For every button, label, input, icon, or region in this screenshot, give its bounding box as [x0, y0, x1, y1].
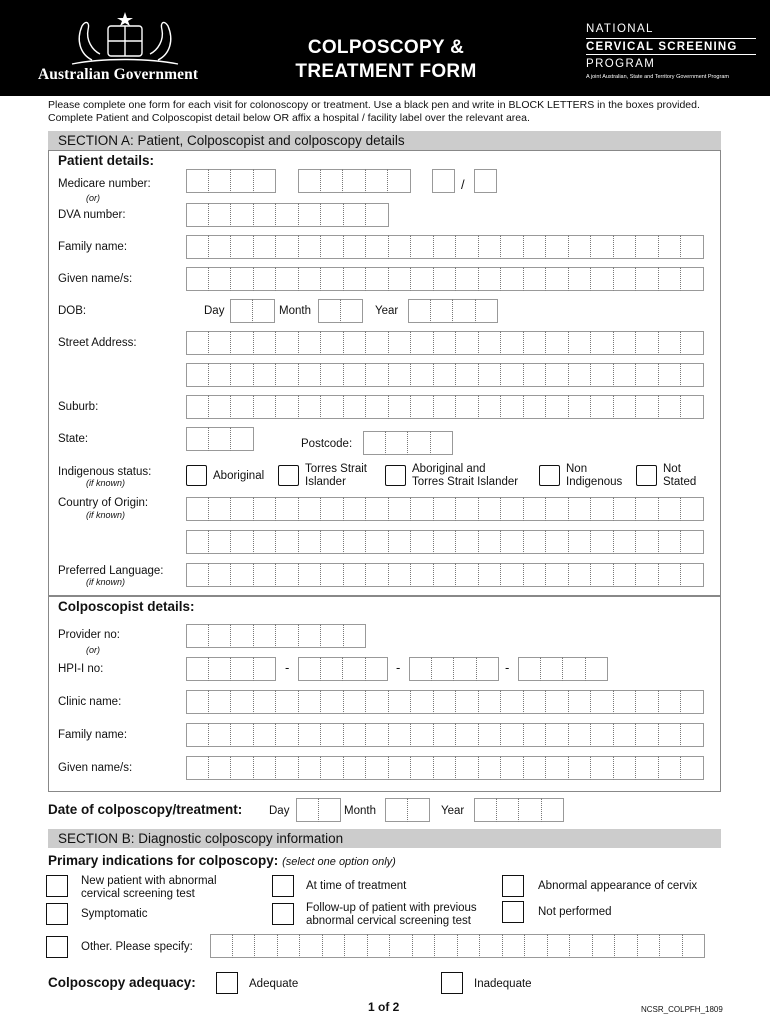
postcode-label: Postcode: [301, 438, 353, 450]
hpi-i-part1-boxes[interactable] [186, 657, 276, 681]
if-known-note: (if known) [86, 577, 126, 587]
dob-label: DOB: [58, 305, 87, 317]
form-header [0, 0, 770, 96]
dob-year-boxes[interactable] [408, 299, 498, 323]
follow-up-checkbox[interactable] [272, 903, 294, 925]
aboriginal-checkbox[interactable] [186, 465, 207, 486]
hpi-i-part2-boxes[interactable] [298, 657, 388, 681]
not-performed-label: Not performed [538, 906, 612, 918]
torres-strait-checkbox[interactable] [278, 465, 299, 486]
dob-day-boxes[interactable] [230, 299, 275, 323]
symptomatic-label: Symptomatic [81, 908, 148, 920]
other-specify-boxes[interactable] [210, 934, 705, 958]
dob-month-boxes[interactable] [318, 299, 363, 323]
date-month-boxes[interactable] [385, 798, 430, 822]
hpi-i-label: HPI-I no: [58, 663, 104, 675]
abnormal-appearance-label: Abnormal appearance of cervix [538, 880, 698, 892]
form-code: NCSR_COLPFH_1809 [641, 1005, 723, 1014]
coat-of-arms-icon [62, 10, 188, 68]
torres-strait-option-label: Torres Strait Islander [305, 463, 367, 488]
suburb-label: Suburb: [58, 401, 99, 413]
colposcopist-family-name-boxes[interactable] [186, 723, 704, 747]
medicare-label: Medicare number: [58, 178, 151, 190]
government-name: Australian Government [38, 66, 199, 83]
family-name-label: Family name: [58, 241, 128, 253]
provider-no-label: Provider no: [58, 629, 121, 641]
street-address-label: Street Address: [58, 337, 137, 349]
symptomatic-checkbox[interactable] [46, 903, 68, 925]
date-day-label: Day [269, 805, 290, 817]
hpi-i-part4-boxes[interactable] [518, 657, 608, 681]
new-patient-abnormal-label: New patient with abnormal cervical screening test [81, 875, 217, 900]
colposcopist-family-name-label: Family name: [58, 729, 128, 741]
or-label: (or) [86, 193, 100, 203]
colposcopy-adequacy-label: Colposcopy adequacy: [48, 975, 196, 990]
form-title: COLPOSCOPY & TREATMENT FORM [295, 37, 477, 82]
section-b-title: SECTION B: Diagnostic colposcopy information [48, 829, 721, 848]
preferred-language-boxes[interactable] [186, 563, 704, 587]
hpi-i-dash: - [285, 660, 290, 675]
patient-details-heading: Patient details: [58, 153, 155, 168]
medicare-slash: / [461, 177, 465, 192]
clinic-name-label: Clinic name: [58, 696, 122, 708]
country-of-origin-label: Country of Origin: [58, 497, 149, 509]
hpi-i-dash: - [505, 660, 510, 675]
given-names-boxes[interactable] [186, 267, 704, 291]
state-boxes[interactable] [186, 427, 254, 451]
date-year-label: Year [441, 805, 465, 817]
section-a-title: SECTION A: Patient, Colposcopist and colposcopy details [48, 131, 721, 150]
provider-no-boxes[interactable] [186, 624, 366, 648]
adequate-label: Adequate [249, 978, 299, 990]
not-stated-option-label: Not Stated [663, 463, 697, 488]
dob-day-label: Day [204, 305, 225, 317]
at-time-of-treatment-checkbox[interactable] [272, 875, 294, 897]
not-stated-checkbox[interactable] [636, 465, 657, 486]
aboriginal-option-label: Aboriginal [213, 470, 265, 482]
dob-month-label: Month [279, 305, 311, 317]
hpi-i-dash: - [396, 660, 401, 675]
preferred-language-label: Preferred Language: [58, 565, 164, 577]
other-checkbox[interactable] [46, 936, 68, 958]
colposcopist-details-heading: Colposcopist details: [58, 599, 195, 614]
form-instructions: Please complete one form for each visit for colonoscopy or treatment. Use a black pen and write in BLOCK LETTERS in the boxes provided. Complete Patient and Colposcopist detail below OR affix a hospital / facility label over the relevant area. [48, 99, 700, 124]
state-label: State: [58, 433, 89, 445]
follow-up-label: Follow-up of patient with previous abnormal cervical screening test [306, 902, 477, 927]
given-names-label: Given name/s: [58, 273, 133, 285]
date-of-colposcopy-label: Date of colposcopy/treatment: [48, 802, 243, 817]
other-specify-label: Other. Please specify: [81, 941, 193, 953]
medicare-part1-boxes[interactable] [186, 169, 276, 193]
non-indigenous-checkbox[interactable] [539, 465, 560, 486]
at-time-of-treatment-label: At time of treatment [306, 880, 407, 892]
dva-label: DVA number: [58, 209, 126, 221]
abnormal-appearance-checkbox[interactable] [502, 875, 524, 897]
adequate-checkbox[interactable] [216, 972, 238, 994]
primary-indications-heading: Primary indications for colposcopy: (select one option only) [48, 853, 396, 868]
street-address-line1-boxes[interactable] [186, 331, 704, 355]
country-line1-boxes[interactable] [186, 497, 704, 521]
dob-year-label: Year [375, 305, 399, 317]
country-line2-boxes[interactable] [186, 530, 704, 554]
date-day-boxes[interactable] [296, 798, 341, 822]
not-performed-checkbox[interactable] [502, 901, 524, 923]
indigenous-status-label: Indigenous status: [58, 466, 152, 478]
date-month-label: Month [344, 805, 376, 817]
inadequate-label: Inadequate [474, 978, 532, 990]
postcode-boxes[interactable] [363, 431, 453, 455]
program-logo: NATIONAL CERVICAL SCREENING PROGRAM A joint Australian, State and Territory Government Program [586, 23, 756, 80]
if-known-note: (if known) [86, 478, 126, 488]
dva-boxes[interactable] [186, 203, 389, 227]
date-year-boxes[interactable] [474, 798, 564, 822]
suburb-boxes[interactable] [186, 395, 704, 419]
page-number: 1 of 2 [368, 1000, 400, 1014]
new-patient-abnormal-checkbox[interactable] [46, 875, 68, 897]
colposcopist-given-names-label: Given name/s: [58, 762, 133, 774]
medicare-irn-boxes[interactable] [474, 169, 497, 193]
aboriginal-and-torres-checkbox[interactable] [385, 465, 406, 486]
hpi-i-part3-boxes[interactable] [409, 657, 499, 681]
non-indigenous-option-label: Non Indigenous [566, 463, 623, 488]
family-name-boxes[interactable] [186, 235, 704, 259]
colposcopist-given-names-boxes[interactable] [186, 756, 704, 780]
inadequate-checkbox[interactable] [441, 972, 463, 994]
medicare-part2-boxes[interactable] [298, 169, 411, 193]
medicare-part3-boxes[interactable] [432, 169, 455, 193]
street-address-line2-boxes[interactable] [186, 363, 704, 387]
aboriginal-and-torres-option-label: Aboriginal and Torres Strait Islander [412, 463, 519, 488]
clinic-name-boxes[interactable] [186, 690, 704, 714]
if-known-note: (if known) [86, 510, 126, 520]
or-label: (or) [86, 645, 100, 655]
